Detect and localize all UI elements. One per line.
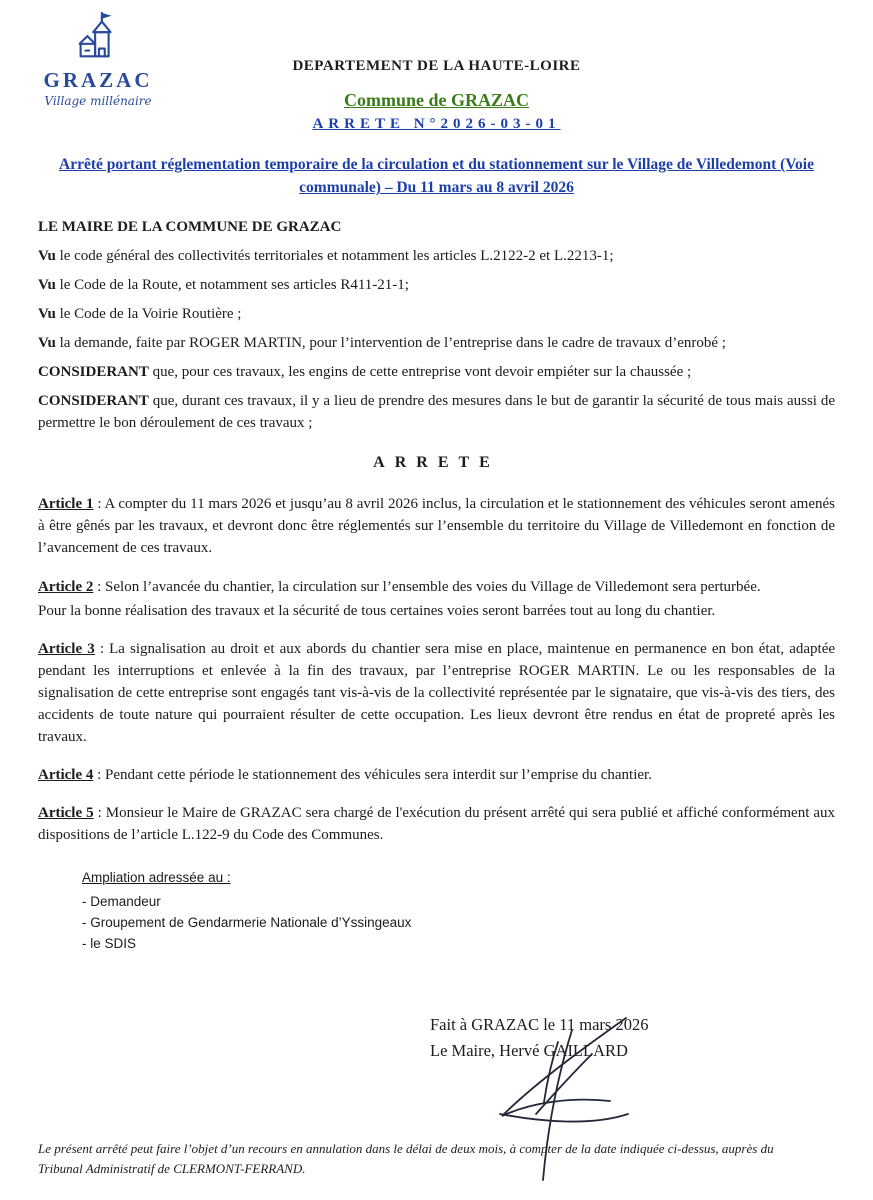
clause-label: Vu xyxy=(38,247,56,264)
clause-text: la demande, faite par ROGER MARTIN, pour l’intervention de l’entreprise dans le cadre de travaux d’enrobé ; xyxy=(55,334,726,351)
article-5 xyxy=(38,802,835,846)
clause-text: que, durant ces travaux, il y a lieu de prendre des mesures dans le but de garantir la sécurité de tous mais aussi de permettre le bon déroulement de ces travaux ; xyxy=(38,392,835,431)
article-label: Article 1 xyxy=(38,496,94,513)
article-2-extra: Pour la bonne réalisation des travaux et la sécurité de tous certaines voies seront barrées tout au long du chantier. xyxy=(38,602,716,619)
article-text: : A compter du 11 mars 2026 et jusqu’au 8 avril 2026 inclus, la circulation et le stationnement des véhicules seront amenés à être gênés par les travaux, et devront donc être réglementés sur l’ensemble du territoire du Village de Villedemont en fonction de l’avancement de ces travaux. xyxy=(38,496,836,557)
ampliation-block xyxy=(82,868,835,955)
clause-label: CONSIDERANT xyxy=(38,392,149,409)
article-2 xyxy=(38,576,835,598)
clause-vu-3 xyxy=(38,303,835,325)
clause-label: Vu xyxy=(38,276,56,293)
clause-text: que, pour ces travaux, les engins de cette entreprise vont devoir empiéter sur la chaussée ; xyxy=(148,363,692,380)
clause-text: le Code de la Route, et notamment ses articles R411-21-1; xyxy=(55,276,409,293)
signature-block xyxy=(430,1012,648,1065)
clause-considerant-1 xyxy=(38,361,835,383)
clause-text: le code général des collectivités territoriales et notamment les articles L.2122-2 et L.2213-1; xyxy=(55,247,614,264)
article-3 xyxy=(38,638,835,748)
clause-vu-4 xyxy=(38,332,835,354)
footer-note: Le présent arrêté peut faire l’objet d’un recours en annulation dans le délai de deux mois, à compter de la date indiquée ci-dessus, auprès du Tribunal Administratif de CLERMONT-FERRAND. xyxy=(38,1141,774,1176)
logo-name: GRAZAC xyxy=(43,68,153,92)
ampliation-item: - Groupement de Gendarmerie Nationale d’Yssingeaux xyxy=(82,914,412,930)
commune-line: Commune de GRAZAC xyxy=(343,90,529,110)
ampliation-heading: Ampliation adressée au : xyxy=(82,870,231,885)
department-line: DEPARTEMENT DE LA HAUTE-LOIRE xyxy=(292,58,581,74)
clause-text: le Code de la Voirie Routière ; xyxy=(55,305,242,322)
ampliation-item: - Demandeur xyxy=(82,893,161,909)
clause-vu-1 xyxy=(38,245,835,267)
arrete-number-line: ARRETE N°2026-03-01 xyxy=(312,116,561,132)
article-label: Article 4 xyxy=(38,766,94,783)
article-text: : Pendant cette période le stationnement des véhicules sera interdit sur l’emprise du chantier. xyxy=(93,766,652,783)
article-label: Article 2 xyxy=(38,578,94,595)
article-label: Article 5 xyxy=(38,804,94,821)
decree-heading: ARRETE xyxy=(373,453,500,471)
signature-place-date: Fait à GRAZAC le 11 mars 2026 xyxy=(430,1015,649,1034)
article-label: Article 3 xyxy=(38,640,95,657)
opening-line: LE MAIRE DE LA COMMUNE DE GRAZAC xyxy=(38,218,342,235)
article-4 xyxy=(38,764,835,786)
clause-label: Vu xyxy=(38,334,56,351)
article-1 xyxy=(38,493,835,559)
logo-tagline: Village millénaire xyxy=(44,94,152,108)
clause-considerant-2 xyxy=(38,390,835,434)
commune-logo xyxy=(34,10,162,108)
clause-label: Vu xyxy=(38,305,56,322)
clause-vu-2 xyxy=(38,274,835,296)
decree-title: Arrêté portant réglementation temporaire de la circulation et du stationnement sur le Village de Villedemont (Voie communale) – Du 11 mars au 8 avril 2026 xyxy=(59,156,814,197)
article-text: : La signalisation au droit et aux abords du chantier sera mise en place, maintenue en permanence en bon état, adaptée pendant les interruptions et enlevée à la fin des travaux, par l’entreprise ROGER MARTIN. Le ou les responsables de la signalisation de cette entreprise sont engagés tant vis-à-vis de la collectivité représentée par le signataire, que vis-à-vis des tiers, des accidents de toute nature qui pourraient résulter de cette occupation. Les lieux devront être rendus en état de propreté après les travaux. xyxy=(38,640,836,745)
ampliation-item: - le SDIS xyxy=(82,935,137,951)
village-house-icon xyxy=(67,10,129,66)
article-text: : Selon l’avancée du chantier, la circulation sur l’ensemble des voies du Village de Villedemont sera perturbée. xyxy=(93,578,761,595)
signature-signer: Le Maire, Hervé GAILLARD xyxy=(430,1041,628,1061)
document-body xyxy=(0,200,873,955)
clause-label: CONSIDERANT xyxy=(38,363,149,380)
article-text: : Monsieur le Maire de GRAZAC sera chargé de l'exécution du présent arrêté qui sera publié et affiché conformément aux dispositions de l’article L.122-9 du Code des Communes. xyxy=(38,804,836,843)
